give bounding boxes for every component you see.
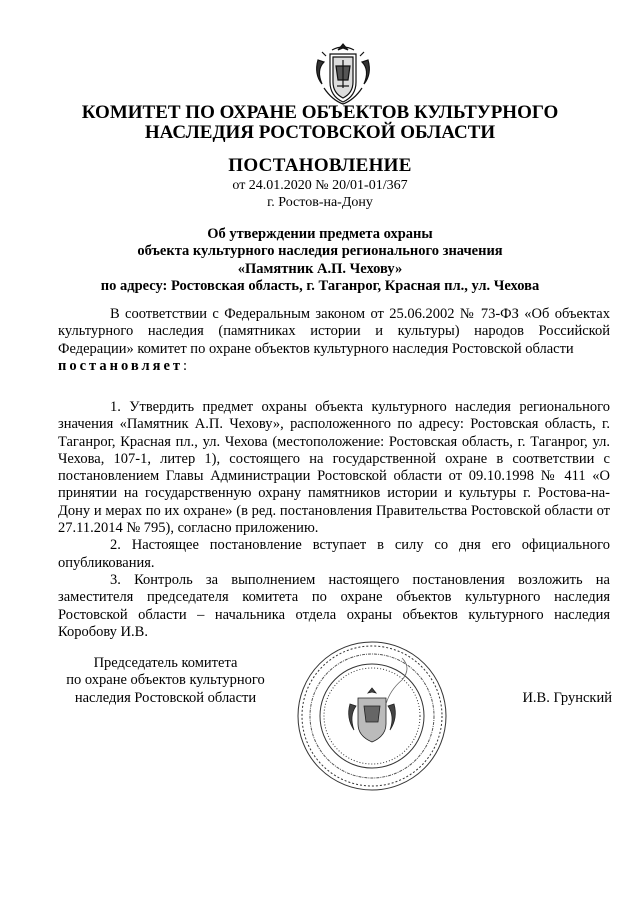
preamble-text: В соответствии с Федеральным законом от 25.06.2002 № 73-ФЗ «Об объектах культурного наследия (памятниках истории и культуры) народов Российской Федерации» комитет по охране объектов культурного наследия Ростовской области	[58, 306, 610, 357]
committee-name-line1: КОМИТЕТ ПО ОХРАНЕ ОБЪЕКТОВ КУЛЬТУРНОГО	[81, 102, 559, 123]
items-block	[58, 399, 610, 641]
preamble-block	[58, 306, 610, 375]
decree-subject	[0, 226, 640, 295]
signatory-position-line3: наследия Ростовской области	[74, 689, 257, 706]
preamble-paragraph	[58, 306, 610, 358]
resolves-colon: :	[183, 357, 188, 374]
signatory-position	[58, 655, 273, 707]
committee-name	[0, 103, 640, 143]
decree-title: ПОСТАНОВЛЕНИЕ	[228, 155, 412, 176]
subject-line3: «Памятник А.П. Чехову»	[237, 260, 403, 277]
subject-line1: Об утверждении предмета охраны	[207, 226, 433, 242]
official-seal-icon	[294, 638, 450, 794]
item-3: 3. Контроль за выполнением настоящего постановления возложить на заместителя председателя комитета по охране объектов культурного наследия Ростовской области – начальника отдела охраны объектов культурного наследия Коробову И.В.	[58, 571, 610, 640]
decree-meta	[0, 177, 640, 211]
signatory-position-line2: по охране объектов культурного	[66, 672, 265, 689]
coat-of-arms-icon	[312, 40, 374, 108]
item-1: 1. Утвердить предмет охраны объекта культурного наследия регионального значения «Памятник А.П. Чехову», расположенного по адресу: Ростовская область, г. Таганрог, Красная пл., ул. Чехова (местоположение: Ростовская область, г. Таганрог, ул. Чехова, 107-1, литер 1), состоящего на государственной охране в соответствии с постановлением Главы Администрации Ростовской области от 09.10.1998 № 411 «О принятии на государственную охрану памятников истории и культуры г. Ростова-на-Дону и мерах по их охране» (в ред. постановления Правительства Ростовской области от 27.11.2014 № 795), согласно приложению.	[58, 399, 610, 537]
committee-name-line2: НАСЛЕДИЯ РОСТОВСКОЙ ОБЛАСТИ	[144, 122, 496, 143]
item-2: 2. Настоящее постановление вступает в силу со дня его официального опубликования.	[58, 537, 610, 571]
decree-date-number: от 24.01.2020 № 20/01-01/367	[232, 178, 408, 193]
signatory-name: И.В. Грунский	[522, 690, 612, 706]
subject-line4: по адресу: Ростовская область, г. Таганрог, Красная пл., ул. Чехова	[100, 277, 540, 294]
decree-city: г. Ростов-на-Дону	[267, 195, 373, 210]
subject-line2: объекта культурного наследия регионального значения	[137, 243, 503, 260]
resolves-paragraph	[58, 358, 610, 375]
signatory-position-line1: Председатель комитета	[93, 655, 238, 671]
resolves-word: постановляет	[58, 357, 184, 374]
